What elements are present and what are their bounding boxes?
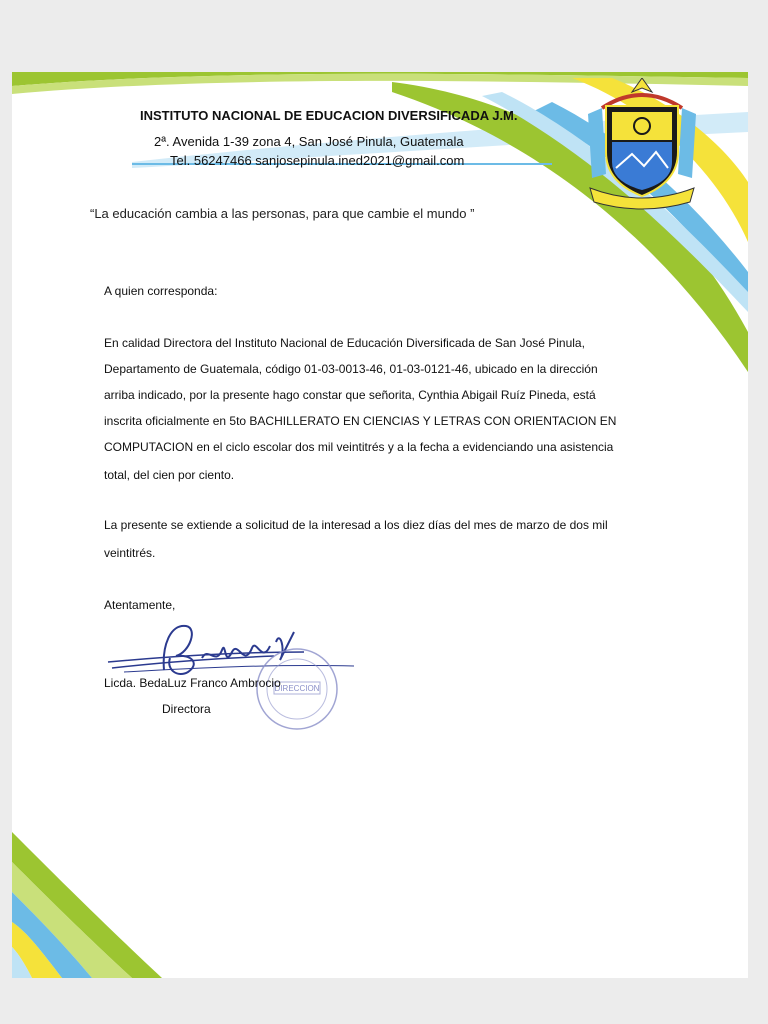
signer-title: Directora	[162, 702, 211, 716]
school-motto: “La educación cambia a las personas, para que cambie el mundo ”	[90, 206, 475, 221]
paragraph-line: En calidad Directora del Instituto Nacional de Educación Diversificada de San José Pinula,	[104, 336, 585, 350]
school-crest-icon	[582, 78, 702, 214]
institution-name: INSTITUTO NACIONAL DE EDUCACION DIVERSIFICADA J.M.	[140, 108, 518, 123]
paragraph-line: Departamento de Guatemala, código 01-03-0013-46, 01-03-0121-46, ubicado en la dirección	[104, 362, 598, 376]
institution-address: 2ª. Avenida 1-39 zona 4, San José Pinula, Guatemala	[154, 134, 464, 149]
paragraph-line: arriba indicado, por la presente hago constar que señorita, Cynthia Abigail Ruíz Pineda, está	[104, 388, 596, 402]
paragraph-line: inscrita oficialmente en 5to BACHILLERATO EN CIENCIAS Y LETRAS CON ORIENTACION EN	[104, 414, 617, 428]
paragraph-line: COMPUTACION en el ciclo escolar dos mil veintitrés y a la fecha a evidenciando una asistencia	[104, 440, 614, 454]
paragraph-line: veintitrés.	[104, 546, 156, 560]
closing: Atentamente,	[104, 598, 176, 612]
letter-page	[12, 72, 748, 978]
salutation: A quien corresponda:	[104, 284, 218, 298]
paragraph-line: total, del cien por ciento.	[104, 468, 235, 482]
stamp-label: DIRECCION	[274, 684, 320, 693]
institution-contact: Tel. 56247466 sanjosepinula.ined2021@gmail.com	[170, 153, 465, 168]
signer-name: Licda. BedaLuz Franco Ambrocio	[104, 676, 281, 690]
paragraph-line: La presente se extiende a solicitud de la interesad a los diez días del mes de marzo de dos mil	[104, 518, 608, 532]
